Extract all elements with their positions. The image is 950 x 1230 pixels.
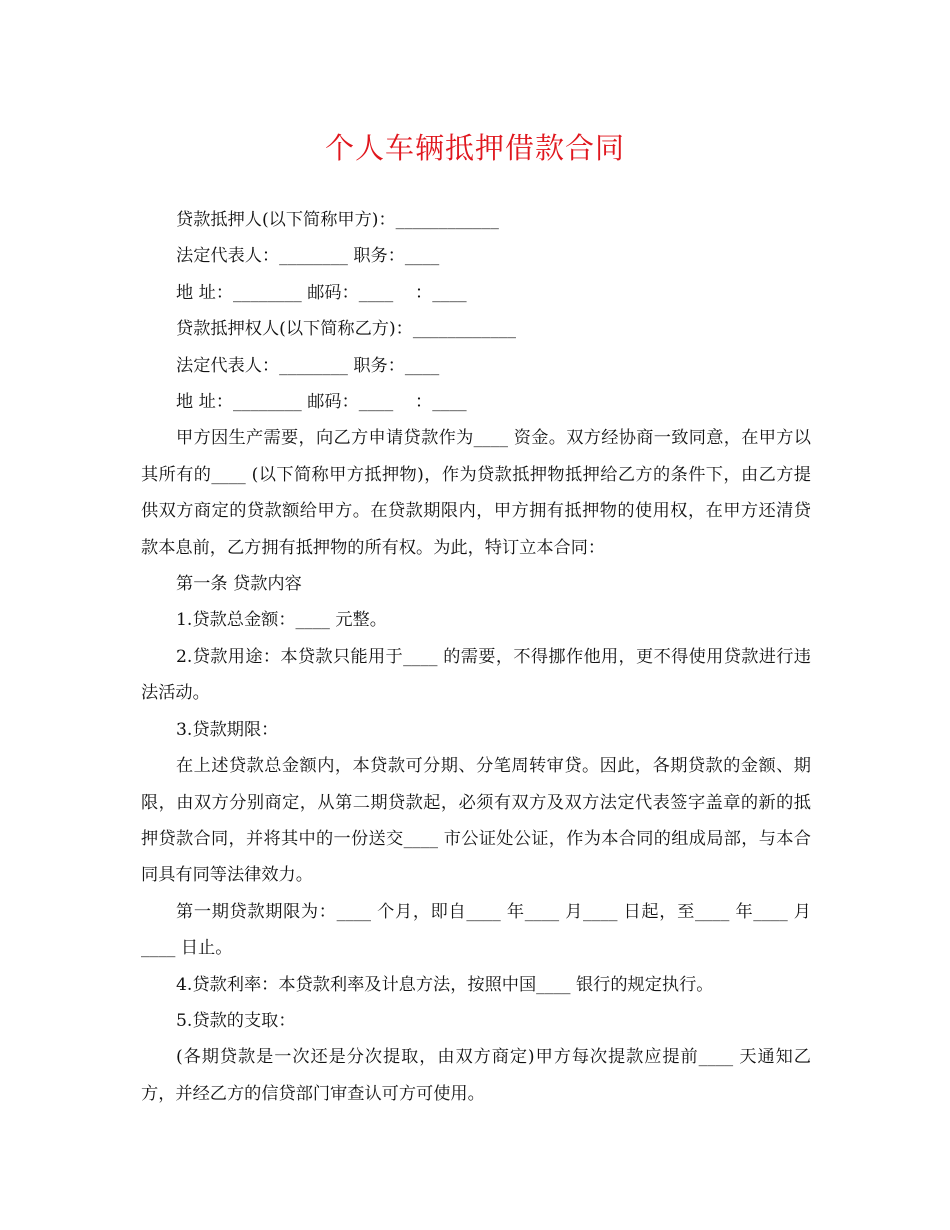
lender-line: 贷款抵押权人(以下简称乙方)：____________ (176, 319, 516, 340)
borrower-address-line: 地 址：________ 邮码：____ ：____ (176, 282, 467, 303)
item-3-heading: 3.贷款期限： (176, 719, 279, 740)
intro-paragraph: 甲方因生产需要，向乙方申请贷款作为____ 资金。双方经协商一致同意，在甲方以其所有的____ (以下简称甲方抵押物)，作为贷款抵押物抵押给乙方的条件下，由乙方提供双方商定的贷款额给甲方。在贷款期限内，甲方拥有抵押物的使用权，在甲方还清贷款本息前，乙方拥有抵押物的所有权。为此，特订立本合同： (141, 428, 811, 558)
item-5-heading: 5.贷款的支取： (176, 1010, 296, 1031)
borrower-line: 贷款抵押人(以下简称甲方)：____________ (176, 210, 499, 230)
item-3-paragraph: 在上述贷款总金额内，本贷款可分期、分笔周转审贷。因此，各期贷款的金额、期限，由双方分别商定，从第二期贷款起，必须有双方及双方法定代表签字盖章的新的抵押贷款合同，并将其中的一份送交____ 市公证处公证，作为本合同的组成局部，与本合同具有同等法律效力。 (141, 756, 811, 886)
item-3-first-period: 第一期贷款期限为：____ 个月，即自____ 年____ 月____ 日起，至____ 年____ 月____ 日止。 (141, 901, 811, 959)
borrower-representative-line: 法定代表人：________ 职务：____ (176, 246, 440, 267)
lender-representative-line: 法定代表人：________ 职务：____ (176, 355, 440, 376)
article-1-heading: 第一条 贷款内容 (176, 574, 302, 595)
item-5-paragraph: (各期贷款是一次还是分次提取，由双方商定)甲方每次提款应提前____ 天通知乙方，并经乙方的信贷部门审查认可方可使用。 (141, 1047, 811, 1104)
document-title: 个人车辆抵押借款合同 (324, 131, 625, 165)
item-2-loan-purpose: 2.贷款用途：本贷款只能用于____ 的需要，不得挪作他用，更不得使用贷款进行违法活动。 (141, 646, 811, 704)
item-4-interest-rate: 4.贷款利率：本贷款利率及计息方法，按照中国____ 银行的规定执行。 (176, 974, 714, 995)
item-1-loan-amount: 1.贷款总金额：____ 元整。 (176, 610, 387, 631)
lender-address-line: 地 址：________ 邮码：____ ：____ (176, 392, 467, 413)
document-body (141, 202, 811, 1112)
